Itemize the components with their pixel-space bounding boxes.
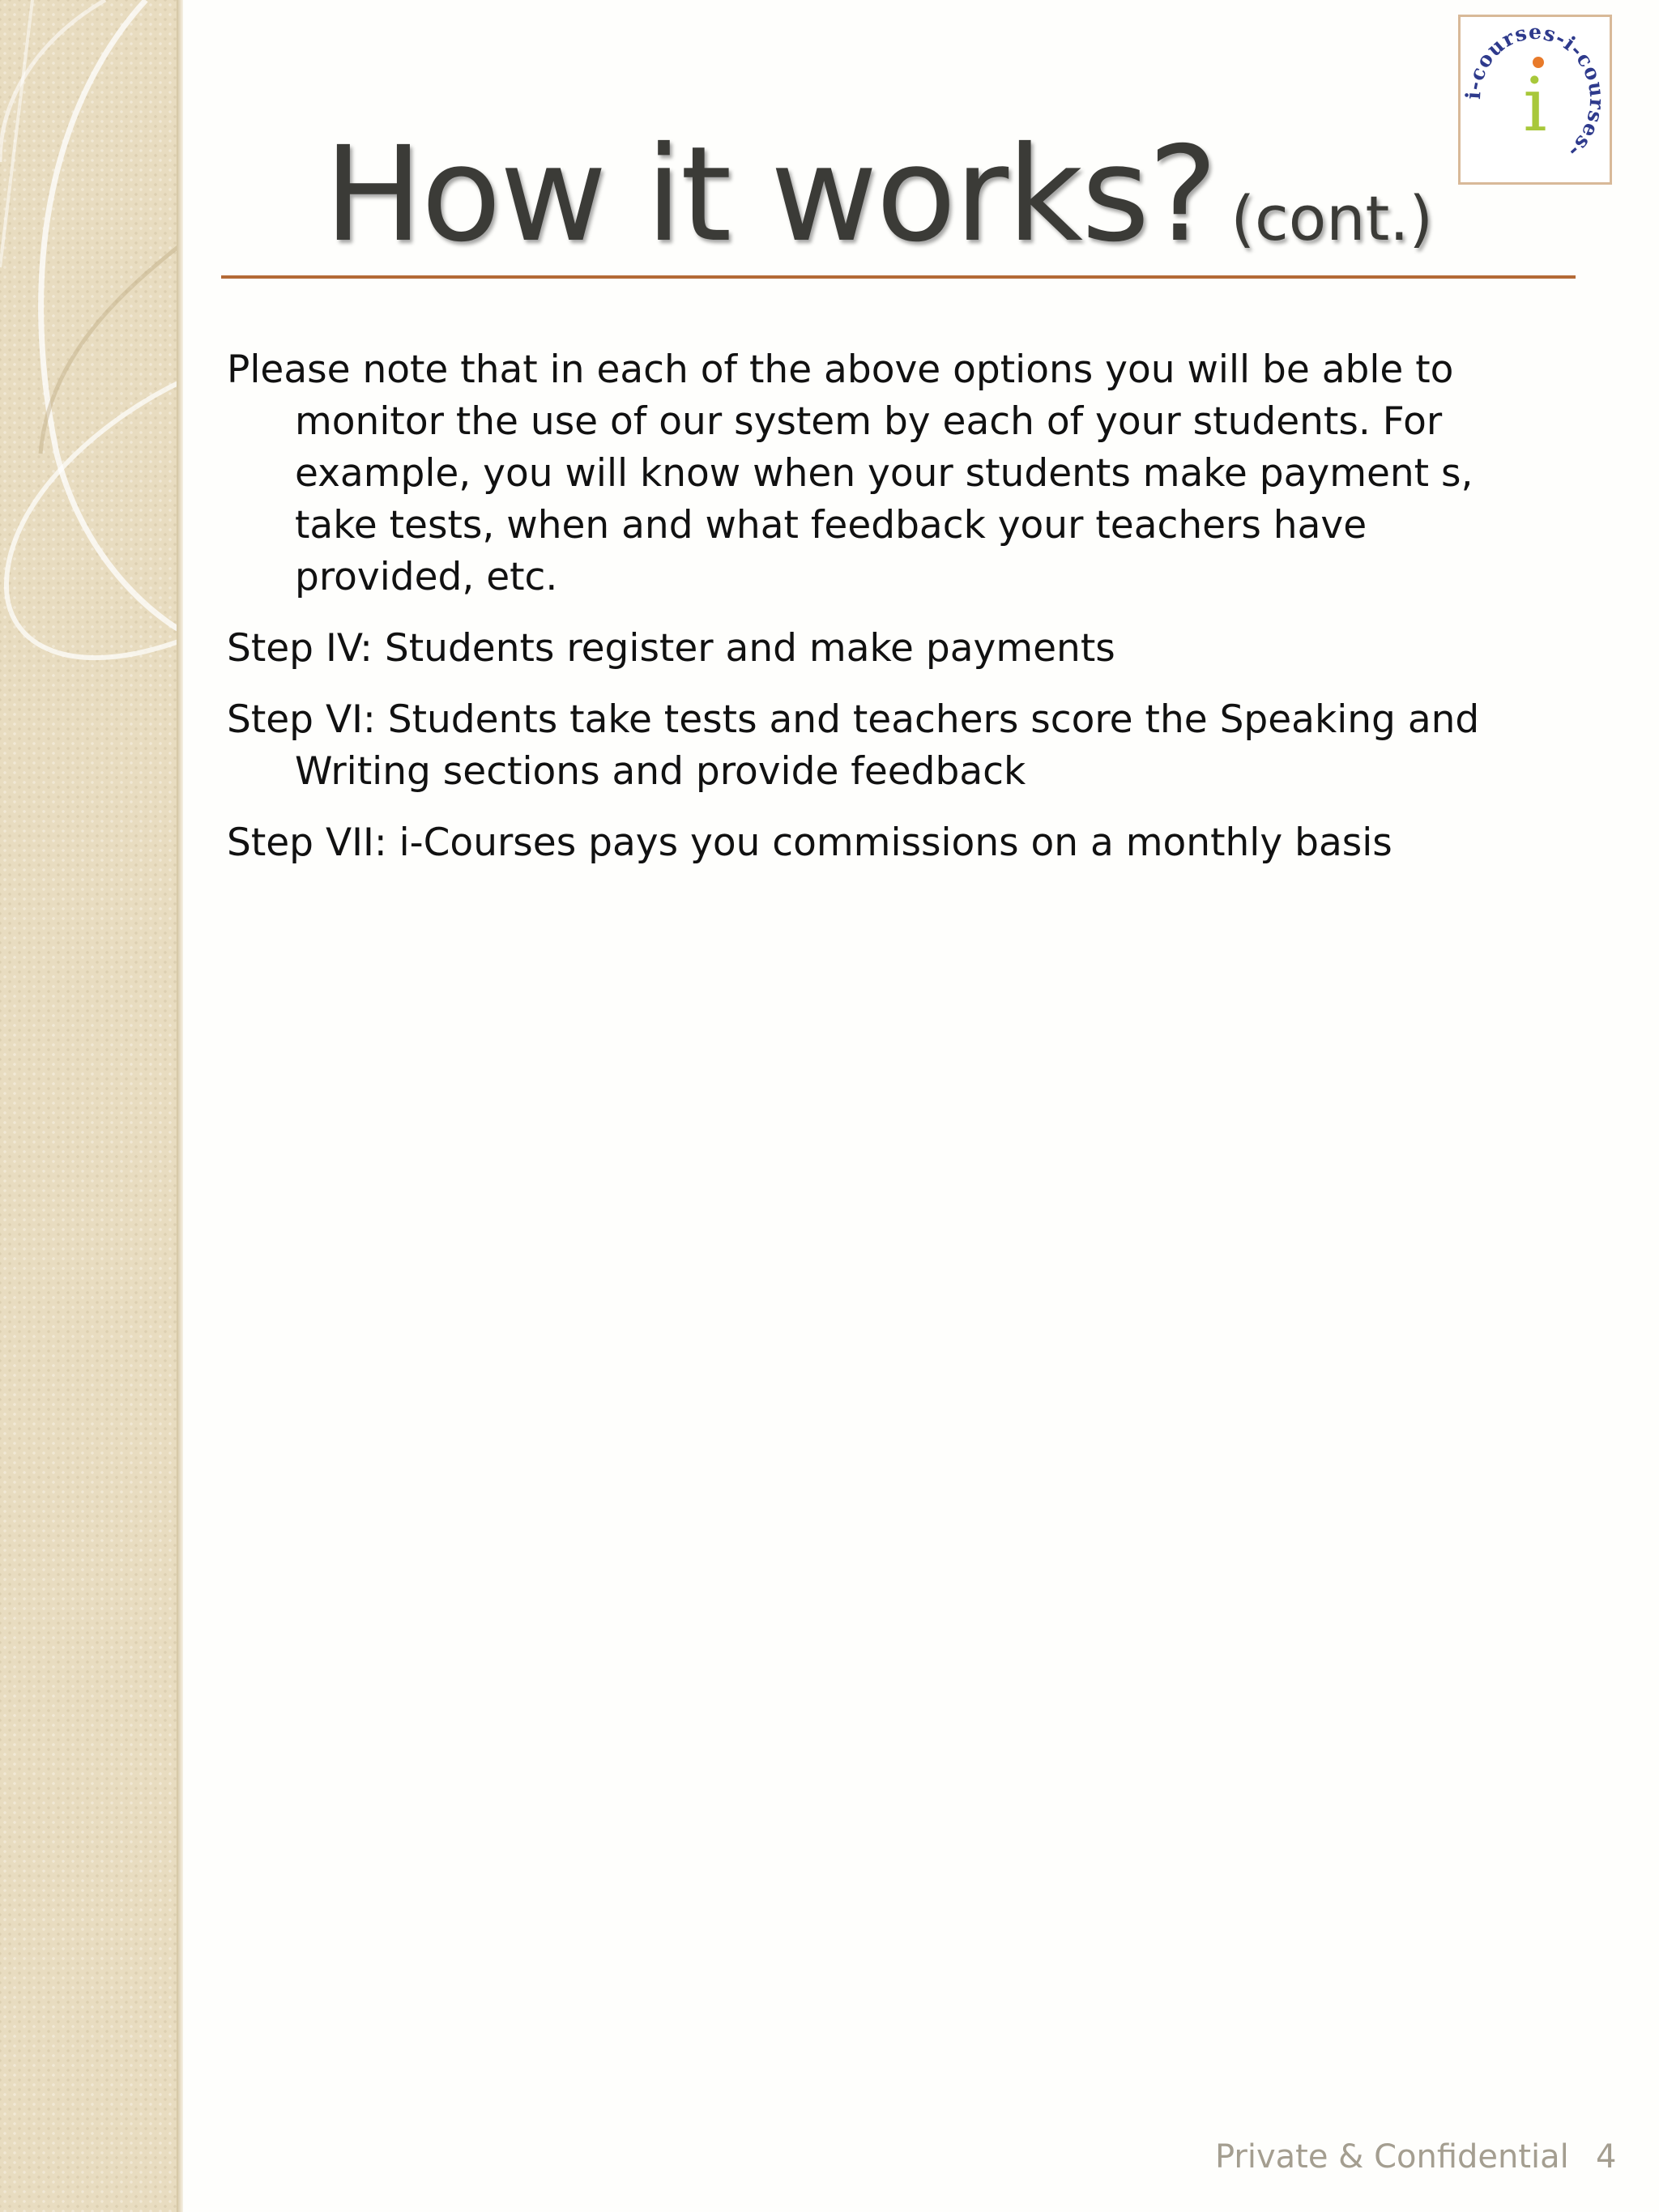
slide-body (227, 344, 1491, 889)
body-paragraph: Please note that in each of the above options you will be able to monitor the use of our system by each of your students. For example, you will know when your students make payment s, take tests, when and what feedback your teachers have provided, etc. (227, 347, 1473, 599)
i-courses-logo-icon (1461, 17, 1610, 182)
slide-title-main: How it works? (324, 119, 1217, 271)
title-divider (221, 275, 1576, 279)
footer-confidential: Private & Confidential (1215, 2138, 1569, 2176)
slide-title (324, 119, 1434, 271)
step-vii-item: Step VII: i-Courses pays you commissions on a monthly basis (227, 820, 1392, 865)
i-courses-logo (1458, 15, 1612, 185)
step-iv-item: Step IV: Students register and make payments (227, 626, 1115, 671)
swirl-decoration-icon (0, 0, 183, 2212)
decorative-sidebar (0, 0, 183, 2212)
slide-title-suffix: (cont.) (1230, 182, 1434, 254)
sidebar-edge (177, 0, 183, 2212)
page-number: 4 (1596, 2138, 1617, 2176)
logo-letter: i (1523, 62, 1547, 148)
step-vi-item: Step VI: Students take tests and teachers score the Speaking and Writing sections and provide feedback (227, 697, 1480, 794)
logo-ring-text: i-courses-i-courses- (1461, 19, 1610, 164)
